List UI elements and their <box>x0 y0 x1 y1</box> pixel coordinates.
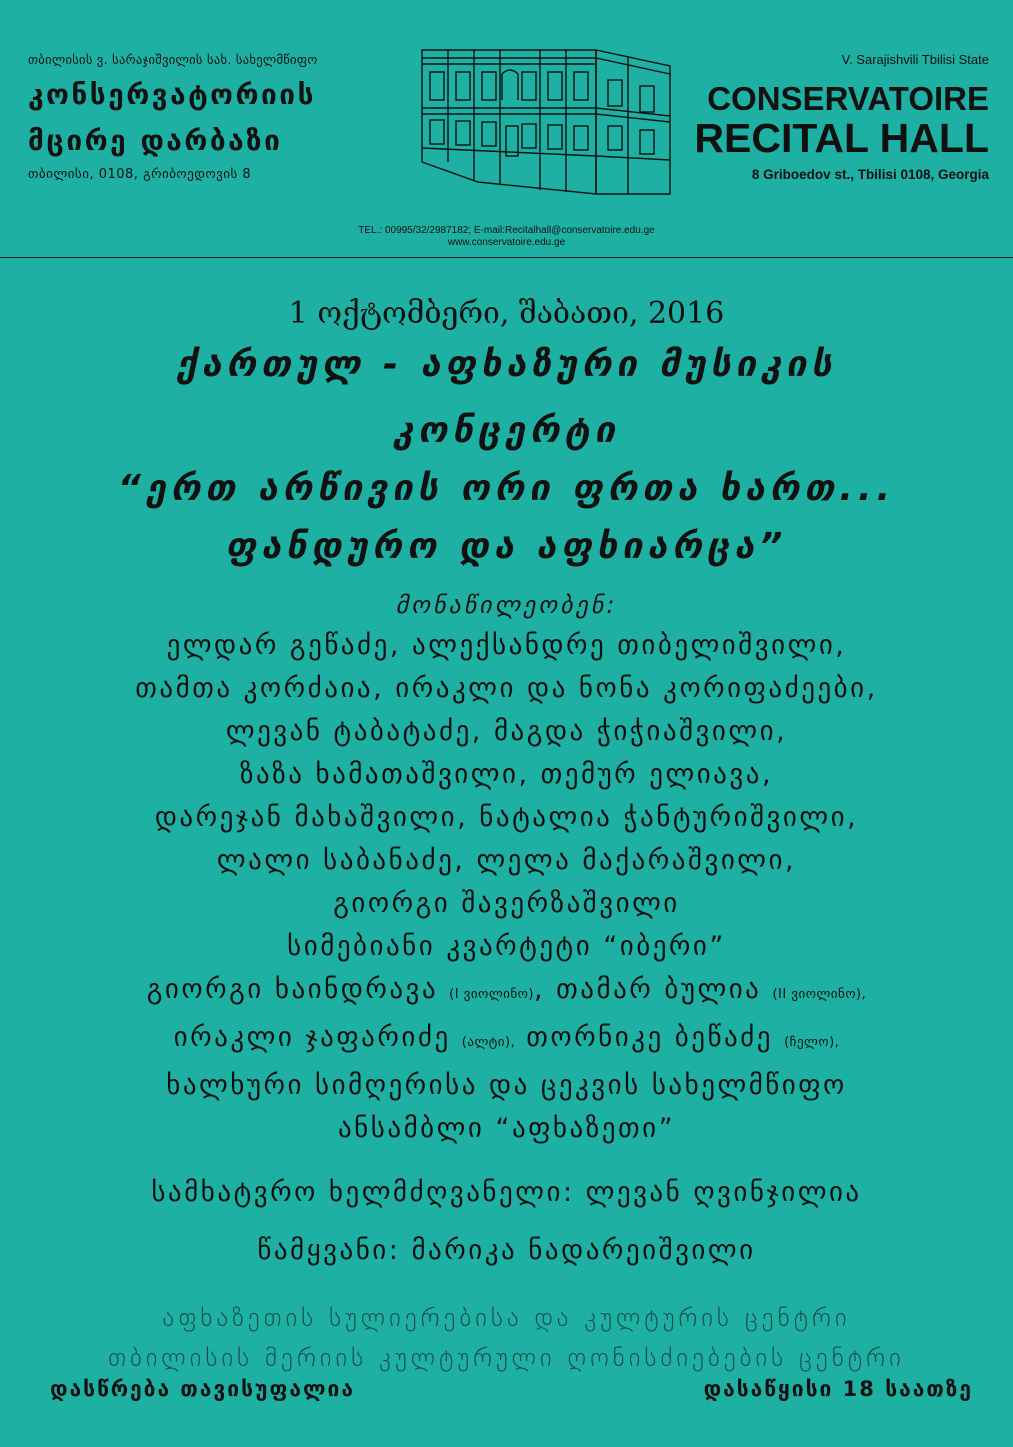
header-english <box>669 52 989 182</box>
participants-line: გიორგი შავერზაშვილი <box>333 888 680 919</box>
start-time-note: დასაწყისი 18 საათზე <box>703 1377 973 1401</box>
building-illustration <box>418 44 674 196</box>
credits <box>0 1164 1013 1280</box>
host: წამყვანი: მარიკა ნადარეიშვილი <box>257 1235 756 1266</box>
header <box>0 0 1013 256</box>
event-date: 1 ოქტომბერი, შაბათი, 2016 <box>288 296 725 331</box>
quartet-line-2 <box>0 1016 1013 1064</box>
quartet-instrument: (I ვიოლინო) <box>449 987 534 1002</box>
participants-list <box>0 624 1013 1150</box>
quartet-member: გიორგი ხაინდრავა <box>146 974 439 1005</box>
quartet-instrument: (ჩელო), <box>784 1035 840 1050</box>
organizer-2: თბილისის მერიის კულტურული ღონისძიებების ცენტრი <box>108 1343 905 1372</box>
quartet-member: თორნიკე ბეწაძე <box>515 1022 773 1053</box>
event-title-line-2: კონცერტი <box>393 410 620 451</box>
event-content <box>0 292 1013 1378</box>
participants-line: ლალი საბანაძე, ლელა მაქარაშვილი, <box>216 845 797 876</box>
contact-website: www.conservatoire.edu.ge <box>447 237 566 248</box>
header-divider <box>0 257 1013 258</box>
contact-info <box>0 225 1013 249</box>
participants-line: ლევან ტაბატაძე, მაგდა ჭიჭიაშვილი, <box>225 716 788 747</box>
event-title-line-4: ფანდურო და აფხიარცა” <box>225 526 788 567</box>
header-ge-title-2: მცირე დარბაზი <box>28 124 283 157</box>
event-title-line-3: “ერთ არწივის ორი ფრთა ხართ... <box>117 468 896 509</box>
header-georgian <box>28 52 388 182</box>
participants-line: ზაზა ხამათაშვილი, თემურ ელიავა, <box>239 759 774 790</box>
ensemble-line-2: ანსამბლი “აფხაზეთი” <box>337 1113 676 1144</box>
artistic-director: სამხატვრო ხელმძღვანელი: ლევან ღვინჯილია <box>151 1177 862 1208</box>
participants-line: თამთა კორძაია, ირაკლი და ნონა კორიფაძეები, <box>135 673 878 704</box>
header-en-subtitle: V. Sarajishvili Tbilisi State <box>841 52 989 67</box>
contact-phone-email: TEL.: 00995/32/2987182; E-mail:Recitalhall@conservatoire.edu.ge <box>358 225 655 236</box>
header-en-title-2: RECITAL HALL <box>694 115 989 161</box>
ensemble-line-1: ხალხური სიმღერისა და ცეკვის სახელმწიფო <box>166 1070 847 1101</box>
participants-label: მონაწილეობენ: <box>395 591 618 619</box>
header-en-title-1: CONSERVATOIRE <box>707 80 989 117</box>
quartet-instrument: (ალტი), <box>461 1035 516 1050</box>
participants-line: ელდარ გეწაძე, ალექსანდრე თიბელიშვილი, <box>166 630 847 661</box>
organizer-1: აფხაზეთის სულიერებისა და კულტურის ცენტრი <box>162 1303 851 1332</box>
quartet-member: ირაკლი ჯაფარიძე <box>173 1022 451 1053</box>
quartet-member: , თამარ ბულია <box>533 974 762 1005</box>
quartet-instrument: (II ვიოლინო), <box>772 987 867 1002</box>
participants-line: დარეჯან მახაშვილი, ნატალია ჭანტურიშვილი, <box>154 802 859 833</box>
quartet-line-1 <box>0 968 1013 1016</box>
event-title-line-1: ქართულ - აფხაზური მუსიკის <box>176 344 837 385</box>
header-ge-address: თბილისი, 0108, გრიბოედოვის 8 <box>28 167 252 182</box>
participants-line: სიმებიანი კვარტეტი “იბერი” <box>287 931 726 962</box>
header-en-address: 8 Griboedov st., Tbilisi 0108, Georgia <box>751 167 989 182</box>
free-entry-note: დასწრება თავისუფალია <box>50 1377 356 1401</box>
header-ge-title-1: კონსერვატორიის <box>28 78 316 111</box>
organizers <box>0 1298 1013 1378</box>
header-ge-subtitle: თბილისის ვ. სარაჯიშვილის სახ. სახელმწიფო <box>28 52 318 67</box>
